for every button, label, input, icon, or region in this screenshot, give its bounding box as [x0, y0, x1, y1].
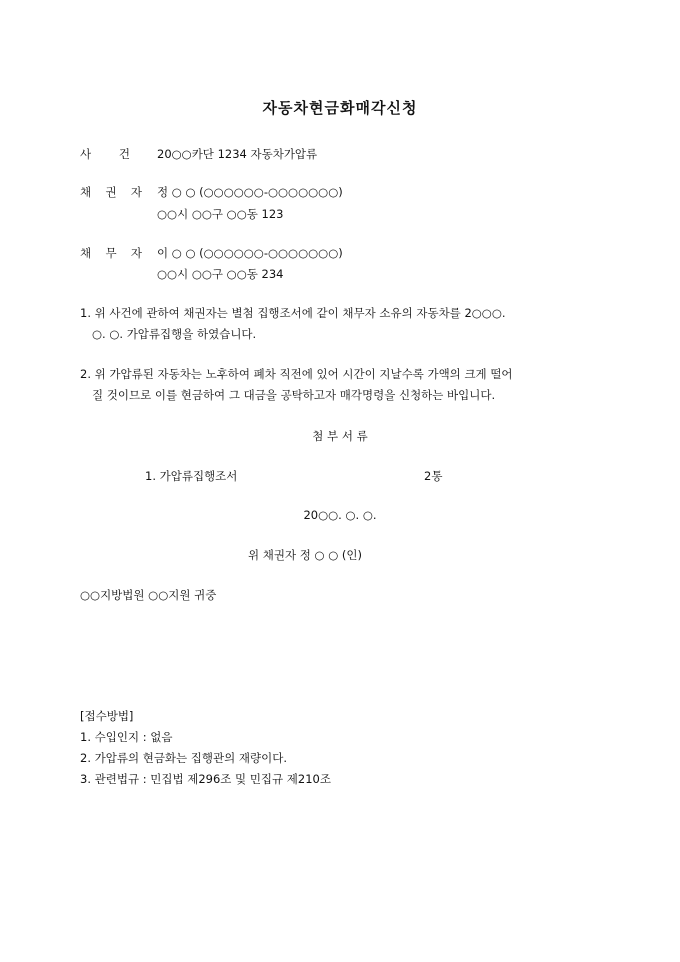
case-label-char: 건 — [118, 147, 130, 161]
case-label-char: 사 — [80, 147, 92, 161]
notes-item: 3. 관련법규 : 민집법 제296조 및 민집규 제210조 — [80, 772, 331, 786]
attachments-heading: 첨 부 서 류 — [312, 429, 368, 443]
debtor-label-char: 자 — [130, 246, 142, 260]
paragraph-1-line-1: 1. 위 사건에 관하여 채권자는 별첨 집행조서에 같이 채무자 소유의 자동차를 2○○○. — [80, 306, 506, 320]
case-value: 20○○카단 1234 자동차가압류 — [157, 147, 318, 161]
notes-item: 2. 가압류의 현금화는 집행관의 재량이다. — [80, 751, 287, 765]
debtor-name: 이 ○ ○ (○○○○○○-○○○○○○○) — [157, 246, 343, 260]
creditor-name: 정 ○ ○ (○○○○○○-○○○○○○○) — [157, 185, 343, 199]
attachment-item-count: 2통 — [424, 469, 443, 483]
creditor-label — [80, 184, 142, 200]
creditor-label-char: 채 — [80, 185, 92, 199]
creditor-address: ○○시 ○○구 ○○동 123 — [157, 207, 284, 221]
paragraph-1-line-2: ○. ○. 가압류집행을 하였습니다. — [92, 327, 257, 341]
debtor-label-char: 채 — [80, 246, 92, 260]
debtor-label — [80, 245, 142, 261]
filing-date: 20○○. ○. ○. — [303, 508, 377, 522]
debtor-address: ○○시 ○○구 ○○동 234 — [157, 267, 284, 281]
paragraph-2-line-1: 2. 위 가압류된 자동차는 노후하여 폐차 직전에 있어 시간이 지날수록 가액의 크게 떨어 — [80, 367, 513, 381]
creditor-label-char: 권 — [105, 185, 117, 199]
creditor-label-char: 자 — [130, 185, 142, 199]
notes-item: 1. 수입인지 : 없음 — [80, 730, 173, 744]
debtor-label-char: 무 — [105, 246, 117, 260]
document-title: 자동차현금화매각신청 — [262, 99, 418, 117]
attachment-item-label: 1. 가압류집행조서 — [145, 469, 238, 483]
signature-line: 위 채권자 정 ○ ○ (인) — [248, 548, 362, 562]
case-label — [80, 146, 130, 162]
court-addressee: ○○지방법원 ○○지원 귀중 — [80, 588, 217, 602]
notes-heading: [접수방법] — [80, 709, 134, 723]
paragraph-2-line-2: 질 것이므로 이를 현금하여 그 대금을 공탁하고자 매각명령을 신청하는 바입니다. — [92, 388, 496, 402]
